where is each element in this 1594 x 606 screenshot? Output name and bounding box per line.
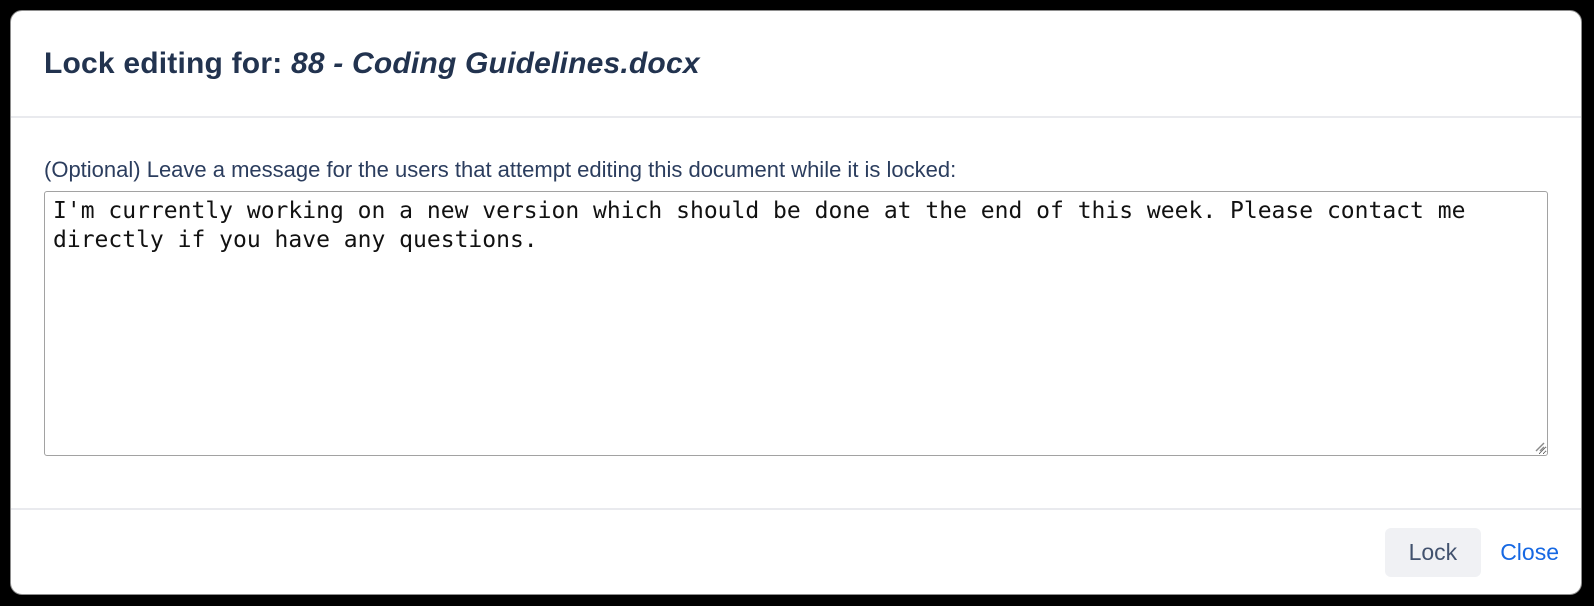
lock-button[interactable]: Lock bbox=[1385, 528, 1482, 577]
message-label: (Optional) Leave a message for the users that attempt editing this document while it is locked: bbox=[44, 157, 957, 182]
dialog-header bbox=[11, 11, 1581, 118]
message-textarea-wrap bbox=[44, 191, 1548, 456]
page-title bbox=[44, 47, 700, 81]
close-button[interactable]: Close bbox=[1500, 538, 1559, 565]
lock-editing-dialog bbox=[10, 10, 1582, 595]
dialog-body bbox=[11, 118, 1581, 508]
dialog-footer bbox=[11, 508, 1581, 594]
title-filename: 88 - Coding Guidelines.docx bbox=[290, 46, 700, 80]
title-prefix: Lock editing for: bbox=[44, 46, 291, 80]
message-textarea[interactable] bbox=[44, 191, 1548, 456]
